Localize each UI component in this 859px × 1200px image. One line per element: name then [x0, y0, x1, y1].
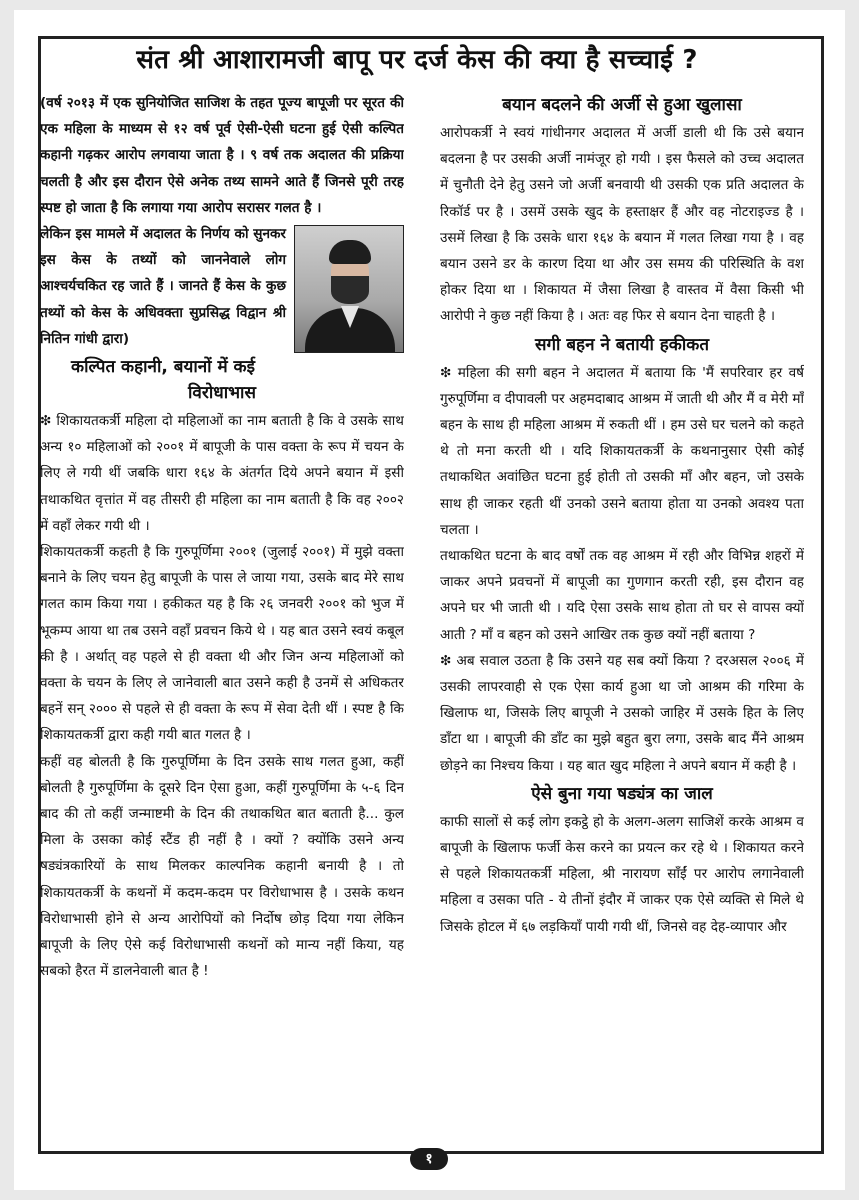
body-paragraph: ❇ शिकायतकर्त्री महिला दो महिलाओं का नाम बताती है कि वे उसके साथ अन्य १० महिलाओं को २००१ में बापूजी के पास वक्ता के रूप में चयन के लिए ले गयी थीं जबकि धारा १६४ के अंतर्गत दिये अपने बयान में इसी तथाकथित वृत्तांत में वह तीसरी ही महिला का नाम बताती है कि वह २००२ में वहाँ लेकर गयी थी ।	[40, 413, 404, 534]
body-paragraph: कहीं वह बोलती है कि गुरुपूर्णिमा के दिन उसके साथ गलत हुआ, कहीं बोलती है गुरुपूर्णिमा के दूसरे दिन ऐसा हुआ, कहीं गुरुपूर्णिमा के ५-६ दिन बाद की तो कहीं जन्माष्टमी के दिन की तथाकथित बात बताती है... कुल मिला के उसका कोई स्टैंड ही नहीं है । क्यों ? क्योंकि उसने अन्य षड्यंत्रकारियों के साथ मिलकर काल्पनिक कहानी बनायी है । तो शिकायतकर्त्री के कथनों में कदम-कदम पर विरोधाभास है । उसके कथन विरोधाभासी होने से अन्य आरोपियों को निर्दोष छोड़ दिया गया लेकिन बापूजी के लिए ऐसे कई विरोधाभासी कथनों को मान्य नहीं किया, यह सबको हैरत में डालनेवाली बात है !	[40, 753, 404, 980]
section-heading: बयान बदलने की अर्जी से हुआ खुलासा	[502, 95, 742, 115]
section-heading: सगी बहन ने बतायी हकीकत	[534, 334, 710, 355]
body-paragraph: तथाकथित घटना के बाद वर्षों तक वह आश्रम में रही और विभिन्न शहरों में जाकर अपने प्रवचनों में बापूजी का गुणगान करती रही, इस दौरान वह अपने घर भी जाती थी । यदि ऐसा उसके साथ होता तो घर से वापस क्यों आती ? माँ व बहन को उसने आखिर तक कुछ क्यों नहीं बताया ?	[440, 548, 804, 643]
left-column	[40, 90, 404, 1136]
body-paragraph: शिकायतकर्त्री कहती है कि गुरुपूर्णिमा २००१ (जुलाई २००१) में मुझे वक्ता बनाने के लिए चयन हेतु बापूजी के पास ले जाया गया, उसके बाद मेरे साथ गलत काम किया गया । हकीकत यह है कि २६ जनवरी २००१ को भुज में भूकम्प आया था तब उसने वहाँ प्रवचन किये थे । यह बात उसने स्वयं कबूल की है । अर्थात् वह पहले से ही वक्ता थी और जिन अन्य महिलाओं को वक्ता के चयन के लिए ले जानेवाली बात उसने कही है उनमें से अधिकतर बहनें सन् २००० से पहले से ही वक्ता के रूप में सेवा देती थीं । स्पष्ट है कि शिकायतकर्त्री द्वारा कही गयी बात गलत है ।	[40, 544, 404, 744]
section-heading: ऐसे बुना गया षड्यंत्र का जाल	[531, 783, 713, 804]
section-heading: कल्पित कहानी, बयानों में कई विरोधाभास	[71, 357, 256, 404]
page-title: संत श्री आशारामजी बापू पर दर्ज केस की क्या है सच्चाई ?	[136, 45, 698, 75]
right-column	[440, 90, 804, 1136]
advocate-photo	[294, 225, 404, 353]
body-paragraph: ❇ महिला की सगी बहन ने अदालत में बताया कि 'मैं सपरिवार हर वर्ष गुरुपूर्णिमा व दीपावली पर अहमदाबाद आश्रम में जाती थी और मैं व मेरी माँ बहन के साथ ही महिला आश्रम में रुकती थीं । हम उसे घर चलने को कहते थे तो मना करती थी । यदि शिकायतकर्त्री के कथनानुसार ऐसी कोई तथाकथित अवांछित घटना हुई होती तो उसकी माँ और बहन, जो उसके साथ ही जाकर रहती थीं उनको उसने बताया होता या उनको अवश्य पता चलता ।	[440, 364, 804, 538]
page-number: १	[410, 1148, 448, 1170]
body-paragraph: काफी सालों से कई लोग इकट्ठे हो के अलग-अलग साजिशें करके आश्रम व बापूजी के खिलाफ फर्जी केस करने का प्रयत्न कर रहे थे । शिकायत करने से पहले शिकायतकर्त्री महिला, श्री नारायण साँईं पर आरोप लगानेवाली महिला व उसका पति - ये तीनों इंदौर में जाकर एक ऐसे व्यक्ति से मिले थे जिसके होटल में ६७ लड़कियाँ पायी गयी थीं, जिनसे वह देह-व्यापार और	[440, 813, 804, 935]
intro-paragraph-continued: लेकिन इस मामले में अदालत के निर्णय को सुनकर इस केस के तथ्यों को जाननेवाले लोग आश्चर्यचकित रह जाते हैं । जानते हैं केस के कुछ तथ्यों को केस के अधिवक्ता सुप्रसिद्ध विद्वान श्री नितिन गांधी द्वारा)	[40, 226, 286, 347]
body-paragraph: आरोपकर्त्री ने स्वयं गांधीनगर अदालत में अर्जी डाली थी कि उसे बयान बदलना है पर उसकी अर्जी नामंजूर हो गयी । इस फैसले को उच्च अदालत में चुनौती देने हेतु उसने जो अर्जी बनवायी थी उसकी एक प्रति अदालत के रिकॉर्ड पर है । उसमें उसके खुद के हस्ताक्षर हैं और वह नोटराइज्ड है । उसमें लिखा है कि उसके धारा १६४ के बयान में गलत लिखा गया है । वह बयान उसने डर के कारण दिया था और उस समय की परिस्थिति के वश होकर दिया था । शिकायत में जैसा लिखा है वास्तव में वैसा किसी भी आरोपी ने कुछ नहीं किया है । अतः वह फिर से बयान देना चाहती है ।	[440, 125, 804, 325]
body-paragraph: ❇ अब सवाल उठता है कि उसने यह सब क्यों किया ? दरअसल २००६ में उसकी लापरवाही से एक ऐसा कार्य हुआ था जो आश्रम की गरिमा के खिलाफ था, जिसके लिए बापूजी ने उसको जाहिर में उसके हित के लिए डाँटा था । बापूजी की डाँट का मुझे बहुत बुरा लगा, उसके बाद मैंने आश्रम छोड़ने का निश्चय किया । यह बात खुद महिला ने अपने बयान में कही है ।	[440, 652, 804, 774]
intro-paragraph: (वर्ष २०१३ में एक सुनियोजित साजिश के तहत पूज्य बापूजी पर सूरत की एक महिला के माध्यम से १२ वर्ष पूर्व ऐसी-ऐसी घटना हुई ऐसी कल्पित कहानी गढ़कर आरोप लगवाया जाता है । ९ वर्ष तक अदालत की प्रक्रिया चलती है और इस दौरान ऐसे अनेक तथ्य सामने आते हैं जिनसे पूरी तरह स्पष्ट हो जाता है कि लगाया गया आरोप सरासर गलत है ।	[40, 95, 404, 216]
